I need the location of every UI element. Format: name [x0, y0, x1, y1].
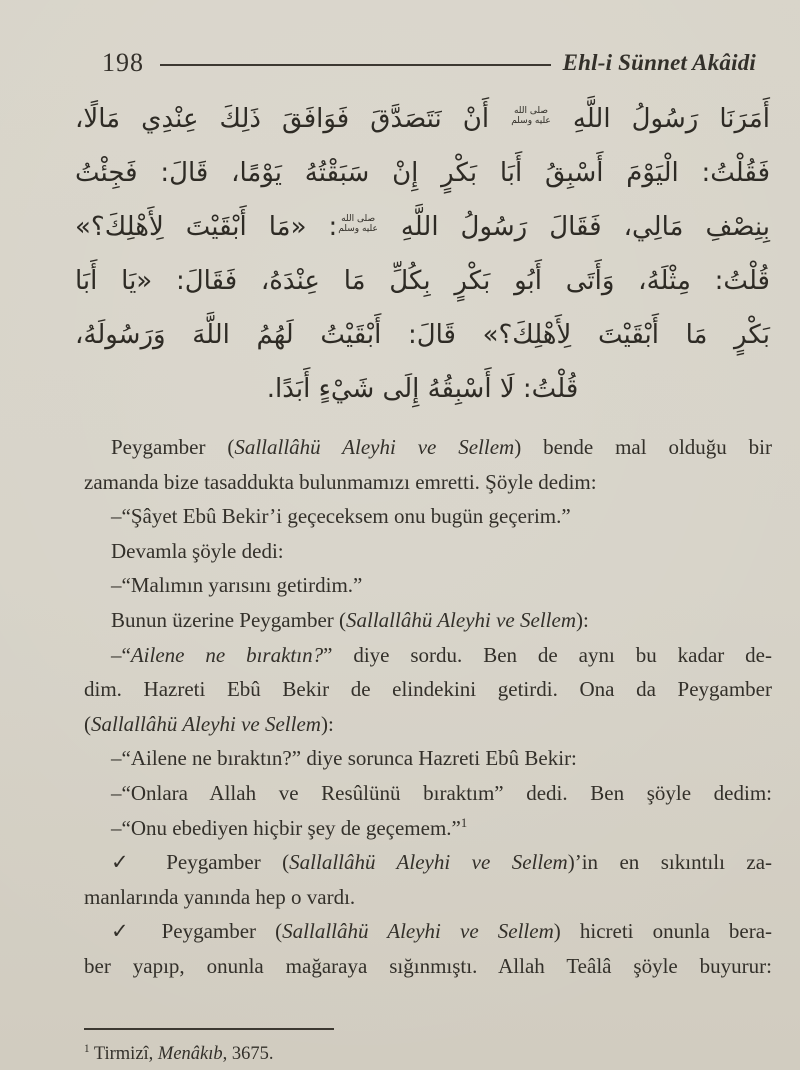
salawat-honorific-icon: صلى الله عليه وسلم [511, 105, 551, 126]
page-number: 198 [102, 48, 144, 77]
body-line: dim. Hazreti Ebû Bekir de elindekini getirdi. Ona da Peygamber [84, 677, 772, 702]
arabic-line: قُلْتُ: لَا أَسْبِقُهُ إِلَى شَيْءٍ أَبَدًا. [266, 374, 579, 404]
body-line: manlarında yanında hep o vardı. [84, 884, 356, 909]
arabic-quote-block [47, 92, 770, 416]
page-footer [0, 1028, 800, 1066]
arabic-line: بَكْرٍ مَا أَبْقَيْتَ لِأَهْلِكَ؟» قَالَ: أَبْقَيْتُ لَهُمُ اللَّهَ وَرَسُولَهُ، [75, 320, 770, 350]
body-text-block [84, 430, 772, 984]
body-line: ber yapıp, onunla mağaraya sığınmıştı. Allah Teâlâ şöyle buyurur: [84, 953, 772, 978]
salawat-honorific-icon: صلى الله عليه وسلم [338, 213, 378, 234]
body-line: –“Ailene ne bıraktın?” diye sordu. Ben de aynı bu kadar de- [111, 642, 772, 667]
footnote-text: $^1$ Tirmizî, Menâkıb, 3675. [84, 1042, 274, 1064]
body-line: –“Onu ebediyen hiçbir şey de geçemem.”$^1$ [111, 815, 468, 840]
header-rule [160, 64, 551, 66]
body-line: zamanda bize tasaddukta bulunmamızı emretti. Şöyle dedim: [84, 469, 597, 494]
body-line: –“Onlara Allah ve Resûlünü bıraktım” dedi. Ben şöyle dedim: [111, 780, 772, 805]
body-line: –“Malımın yarısını getirdim.” [111, 573, 363, 598]
arabic-line: أَمَرَنَا رَسُولُ اللَّهِ صلى الله عليه وسلم أَنْ نَتَصَدَّقَ فَوَافَقَ ذَلِكَ عِنْدِي مَالًا، [75, 104, 770, 134]
arabic-line: فَقُلْتُ: الْيَوْمَ أَسْبِقُ أَبَا بَكْرٍ إِنْ سَبَقْتُهُ يَوْمًا، قَالَ: فَجِئْتُ [75, 158, 770, 188]
page-header [102, 46, 756, 80]
body-line: (Sallallâhü Aleyhi ve Sellem): [84, 711, 334, 736]
arabic-line: بِنِصْفِ مَالِي، فَقَالَ رَسُولُ اللَّهِ صلى الله عليه وسلم : «مَا أَبْقَيْتَ لِأَهْلِكَ؟» [75, 212, 770, 242]
footnote-rule [84, 1028, 334, 1030]
arabic-line: قُلْتُ: مِثْلَهُ، وَأَتَى أَبُو بَكْرٍ بِكُلِّ مَا عِنْدَهُ، فَقَالَ: «يَا أَبَا [75, 266, 770, 296]
body-line: Bunun üzerine Peygamber (Sallallâhü Aleyhi ve Sellem): [111, 607, 589, 632]
body-line: Devamla şöyle dedi: [111, 538, 284, 563]
body-line: –“Şâyet Ebû Bekir’i geçeceksem onu bugün geçerim.” [111, 504, 571, 529]
body-line: Peygamber (Sallallâhü Aleyhi ve Sellem) bende mal olduğu bir [111, 435, 772, 459]
header-title: Ehl-i Sünnet Akâidi [562, 50, 756, 75]
body-line: ✓ Peygamber (Sallallâhü Aleyhi ve Sellem)’in en sıkıntılı za- [111, 850, 773, 875]
body-line: –“Ailene ne bıraktın?” diye sorunca Hazreti Ebû Bekir: [111, 746, 577, 771]
body-line: ✓ Peygamber (Sallallâhü Aleyhi ve Sellem) hicreti onunla bera- [111, 919, 773, 944]
